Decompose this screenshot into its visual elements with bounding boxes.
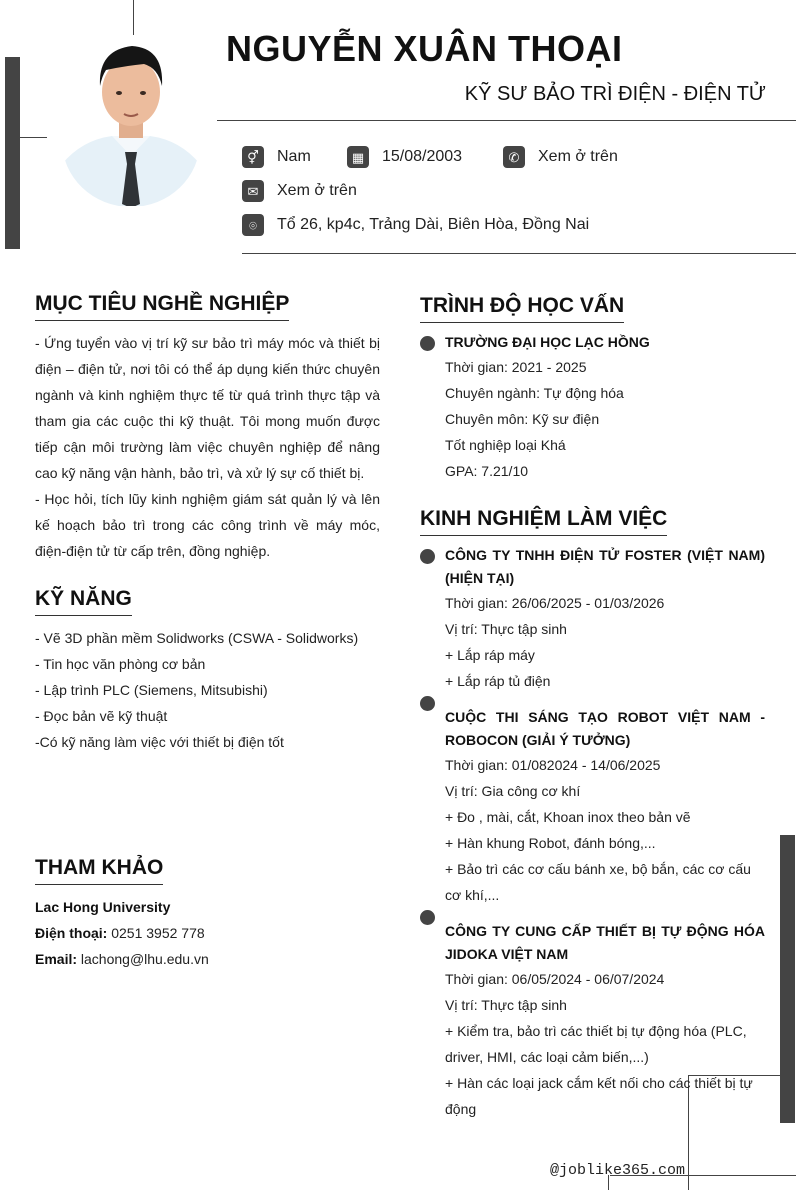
- contact-birthday: [347, 146, 462, 168]
- skill-item: - Vẽ 3D phần mềm Solidworks (CSWA - Solidworks): [35, 630, 359, 646]
- education-line: Tốt nghiệp loại Khá: [445, 437, 566, 453]
- reference-phone: 0251 3952 778: [111, 925, 205, 941]
- timeline-dot: [420, 336, 435, 351]
- school-name: TRƯỜNG ĐẠI HỌC LẠC HỒNG: [445, 334, 650, 350]
- skill-item: -Có kỹ năng làm việc với thiết bị điện tốt: [35, 734, 284, 750]
- left-horizontal-line: [20, 137, 47, 138]
- contact-gender: [242, 146, 311, 168]
- references-title: THAM KHẢO: [35, 856, 163, 885]
- phone-icon: ✆: [503, 146, 525, 168]
- experience-line: Vị trí: Gia công cơ khí: [445, 783, 581, 799]
- contact-phone: [503, 146, 618, 168]
- experience-line: + Bảo trì các cơ cấu bánh xe, bộ bắn, các cơ cấu cơ khí,...: [445, 861, 751, 903]
- experience-line: Thời gian: 06/05/2024 - 06/07/2024: [445, 971, 665, 987]
- skills-list: [35, 625, 395, 755]
- header-divider: [217, 120, 796, 121]
- timeline-dot: [420, 696, 435, 711]
- education-item: [420, 331, 765, 484]
- right-accent-bar: [780, 835, 795, 1123]
- education-line: Chuyên ngành: Tự động hóa: [445, 385, 624, 401]
- education-line: Chuyên môn: Kỹ sư điện: [445, 411, 600, 427]
- objective-paragraph: - Ứng tuyển vào vị trí kỹ sư bảo trì máy móc và thiết bị điện – điện tử, nơi tôi có thể áp dụng kiến thức chuyên ngành và kinh nghiệm thực tế từ quá trình thực tập và tham gia các cuộc thi kỹ thuật. Tôi mong muốn được tiếp cận môi trường làm việc chuyên nghiệp để nâng cao kỹ năng vận hành, bảo trì, và xử lý sự cố thiết bị.: [35, 335, 380, 481]
- full-name: NGUYỄN XUÂN THOẠI: [226, 28, 623, 69]
- experience-item: [420, 544, 765, 694]
- contact-divider: [242, 253, 796, 254]
- experience-item: [420, 706, 765, 908]
- experience-line: + Lắp ráp tủ điện: [445, 673, 551, 689]
- experience-heading: CÔNG TY CUNG CẤP THIẾT BỊ TỰ ĐỘNG HÓA JIDOKA VIỆT NAM: [445, 923, 765, 962]
- birthday-value: 15/08/2003: [382, 148, 463, 165]
- experience-line: + Hàn khung Robot, đánh bóng,...: [445, 835, 656, 851]
- experience-item: [420, 920, 765, 1122]
- reference-email-label: Email:: [35, 951, 78, 967]
- skills-title: KỸ NĂNG: [35, 587, 132, 616]
- gender-value: Nam: [277, 148, 311, 165]
- top-vertical-line: [133, 0, 134, 35]
- experience-line: Thời gian: 26/06/2025 - 01/03/2026: [445, 595, 665, 611]
- experience-line: + Lắp ráp máy: [445, 647, 535, 663]
- timeline-dot: [420, 910, 435, 925]
- experience-line: + Đo , mài, cắt, Khoan inox theo bản vẽ: [445, 809, 691, 825]
- education-line: Thời gian: 2021 - 2025: [445, 359, 587, 375]
- address-value: Tổ 26, kp4c, Trảng Dài, Biên Hòa, Đồng Nai: [277, 216, 590, 233]
- reference-email: lachong@lhu.edu.vn: [80, 951, 209, 967]
- skill-item: - Đọc bản vẽ kỹ thuật: [35, 708, 168, 724]
- objective-title: MỤC TIÊU NGHỀ NGHIỆP: [35, 292, 289, 321]
- references-block: [35, 894, 335, 972]
- experience-heading: CÔNG TY TNHH ĐIỆN TỬ FOSTER (VIỆT NAM) (HIỆN TẠI): [445, 547, 765, 586]
- experience-line: Thời gian: 01/082024 - 14/06/2025: [445, 757, 661, 773]
- avatar: [62, 36, 200, 206]
- skill-item: - Lập trình PLC (Siemens, Mitsubishi): [35, 682, 268, 698]
- reference-org: Lac Hong University: [35, 899, 171, 915]
- reference-phone-label: Điện thoại:: [35, 925, 108, 941]
- education-title: TRÌNH ĐỘ HỌC VẤN: [420, 294, 624, 323]
- experience-line: Vị trí: Thực tập sinh: [445, 997, 567, 1013]
- email-value: Xem ở trên: [277, 182, 357, 199]
- objective-paragraph: - Học hỏi, tích lũy kinh nghiệm giám sát quản lý và lên kế hoạch bảo trì trong các công trình về máy móc, điện-điện tử từ cấp trên, đồng nghiệp.: [35, 491, 380, 559]
- experience-title: KINH NGHIỆM LÀM VIỆC: [420, 507, 667, 536]
- timeline-dot: [420, 549, 435, 564]
- gender-icon: ⚥: [242, 146, 264, 168]
- experience-line: + Kiểm tra, bảo trì các thiết bị tự động hóa (PLC, driver, HMI, các loại cảm biến,...): [445, 1023, 747, 1065]
- experience-line: Vị trí: Thực tập sinh: [445, 621, 567, 637]
- experience-heading: CUỘC THI SÁNG TẠO ROBOT VIỆT NAM - ROBOCON (GIẢI Ý TƯỞNG): [445, 709, 765, 748]
- objective-text: [35, 330, 380, 564]
- location-icon: ⌾: [242, 214, 264, 236]
- education-line: GPA: 7.21/10: [445, 463, 529, 479]
- calendar-icon: ▦: [347, 146, 369, 168]
- watermark: @joblike365.com: [550, 1162, 686, 1179]
- skill-item: - Tin học văn phòng cơ bản: [35, 656, 206, 672]
- experience-line: + Hàn các loại jack cắm kết nối cho các thiết bị tự động: [445, 1075, 753, 1117]
- contact-email: [242, 180, 357, 202]
- job-title: KỸ SƯ BẢO TRÌ ĐIỆN - ĐIỆN TỬ: [464, 83, 766, 105]
- contact-address: [242, 214, 589, 236]
- email-icon: ✉: [242, 180, 264, 202]
- phone-value: Xem ở trên: [538, 148, 618, 165]
- left-accent-bar: [5, 57, 20, 249]
